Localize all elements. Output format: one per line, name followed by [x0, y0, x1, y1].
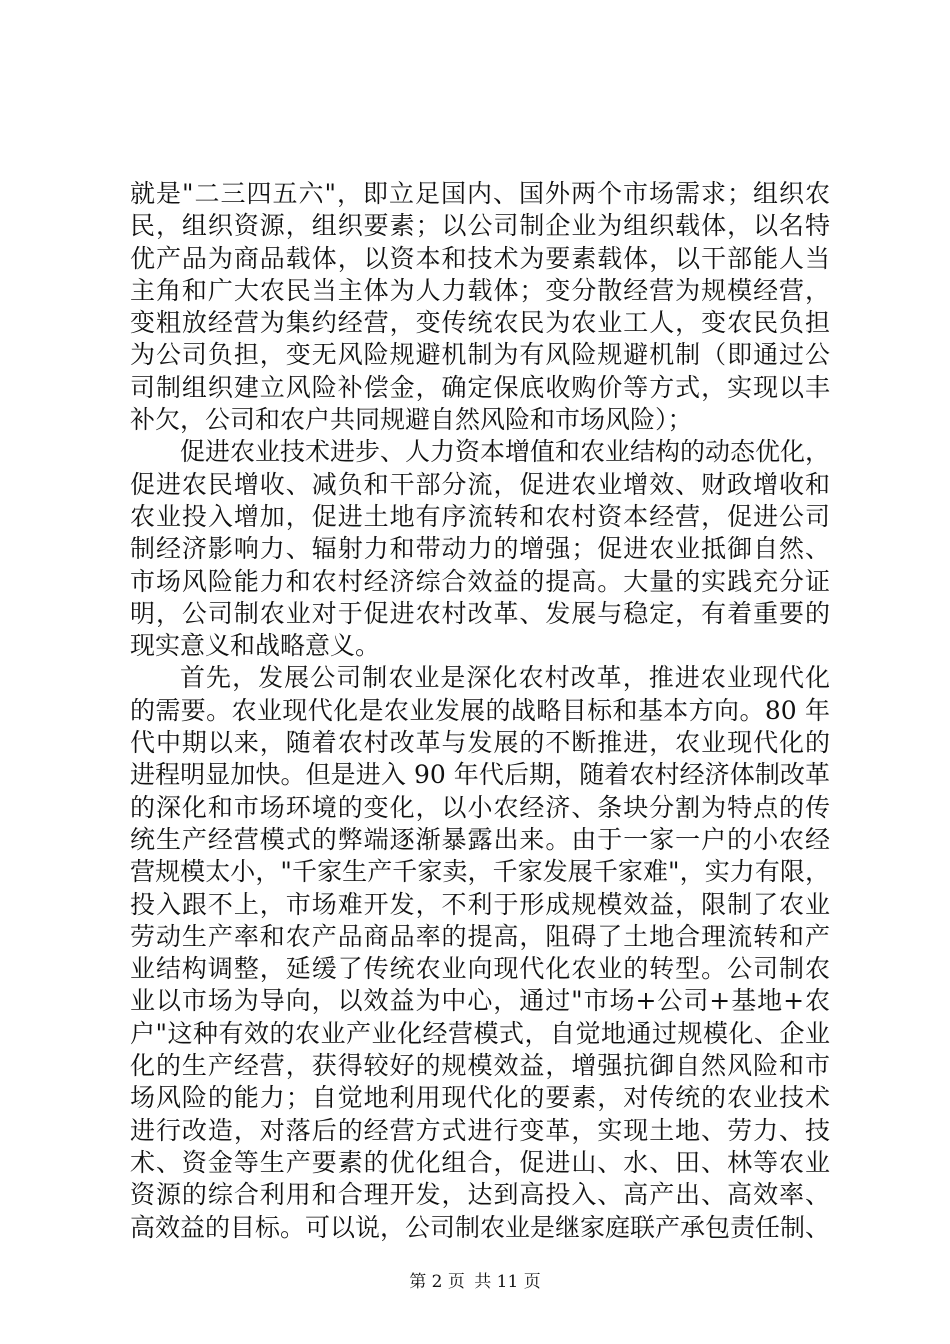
text-line: 进行改造，对落后的经营方式进行变革，实现土地、劳力、技 — [130, 1115, 830, 1145]
text-line: 司制组织建立风险补偿金，确定保底收购价等方式，实现以丰 — [130, 372, 830, 402]
page-total: 共 11 页 — [474, 1272, 541, 1292]
text-line: 术、资金等生产要素的优化组合，促进山、水、田、林等农业 — [130, 1147, 830, 1177]
text-line: 就是"二三四五六"，即立足国内、国外两个市场需求；组织农 — [130, 179, 830, 208]
text-line: 业结构调整，延缓了传统农业向现代化农业的转型。公司制农 — [130, 954, 830, 984]
text-line: 统生产经营模式的弊端逐渐暴露出来。由于一家一户的小农经 — [130, 824, 830, 854]
text-line: 市场风险能力和农村经济综合效益的提高。大量的实践充分证 — [130, 566, 830, 596]
text-line: 户"这种有效的农业产业化经营模式，自觉地通过规模化、企业 — [130, 1018, 830, 1048]
text-line: 场风险的能力；自觉地利用现代化的要素，对传统的农业技术 — [130, 1083, 830, 1113]
text-line: 制经济影响力、辐射力和带动力的增强；促进农业抵御自然、 — [130, 534, 830, 564]
text-line: 民，组织资源，组织要素；以公司制企业为组织载体，以名特 — [130, 211, 830, 241]
text-line: 高效益的目标。可以说，公司制农业是继家庭联产承包责任制、 — [130, 1212, 831, 1242]
text-line: 业以市场为导向，以效益为中心，通过"市场+公司+基地+农 — [130, 986, 830, 1016]
text-line: 明，公司制农业对于促进农村改革、发展与稳定，有着重要的 — [130, 598, 830, 628]
text-line: 资源的综合利用和合理开发，达到高投入、高产出、高效率、 — [130, 1180, 830, 1210]
text-line: 劳动生产率和农产品商品率的提高，阻碍了土地合理流转和产 — [130, 921, 830, 951]
text-line: 促进农民增收、减负和干部分流，促进农业增效、财政增收和 — [130, 469, 830, 499]
text-line: 的深化和市场环境的变化，以小农经济、条块分割为特点的传 — [130, 792, 830, 822]
text-line: 的需要。农业现代化是农业发展的战略目标和基本方向。80 年 — [130, 695, 830, 725]
text-line: 为公司负担，变无风险规避机制为有风险规避机制（即通过公 — [130, 340, 830, 370]
text-line: 化的生产经营，获得较好的规模效益，增强抗御自然风险和市 — [130, 1051, 830, 1081]
text-line: 促进农业技术进步、人力资本增值和农业结构的动态优化， — [180, 437, 831, 467]
document-body — [130, 178, 830, 1244]
page-footer — [0, 1271, 950, 1293]
text-line: 优产品为商品载体，以资本和技术为要素载体，以干部能人当 — [130, 243, 830, 273]
text-line: 主角和广大农民当主体为人力载体；变分散经营为规模经营， — [130, 275, 830, 305]
text-line: 进程明显加快。但是进入 90 年代后期，随着农村经济体制改革 — [130, 760, 830, 790]
text-line: 营规模太小，"千家生产千家卖，千家发展千家难"，实力有限， — [130, 857, 830, 887]
text-line: 变粗放经营为集约经营，变传统农民为农业工人，变农民负担 — [130, 308, 830, 338]
text-line: 代中期以来，随着农村改革与发展的不断推进，农业现代化的 — [130, 728, 830, 758]
text-line: 投入跟不上，市场难开发，不利于形成规模效益，限制了农业 — [130, 889, 830, 919]
text-line: 现实意义和战略意义。 — [130, 631, 381, 661]
text-line: 首先，发展公司制农业是深化农村改革，推进农业现代化 — [180, 663, 830, 693]
text-line: 补欠，公司和农户共同规避自然风险和市场风险）； — [130, 405, 693, 435]
text-line: 农业投入增加，促进土地有序流转和农村资本经营，促进公司 — [130, 501, 830, 531]
page-number: 第 2 页 — [409, 1272, 465, 1292]
